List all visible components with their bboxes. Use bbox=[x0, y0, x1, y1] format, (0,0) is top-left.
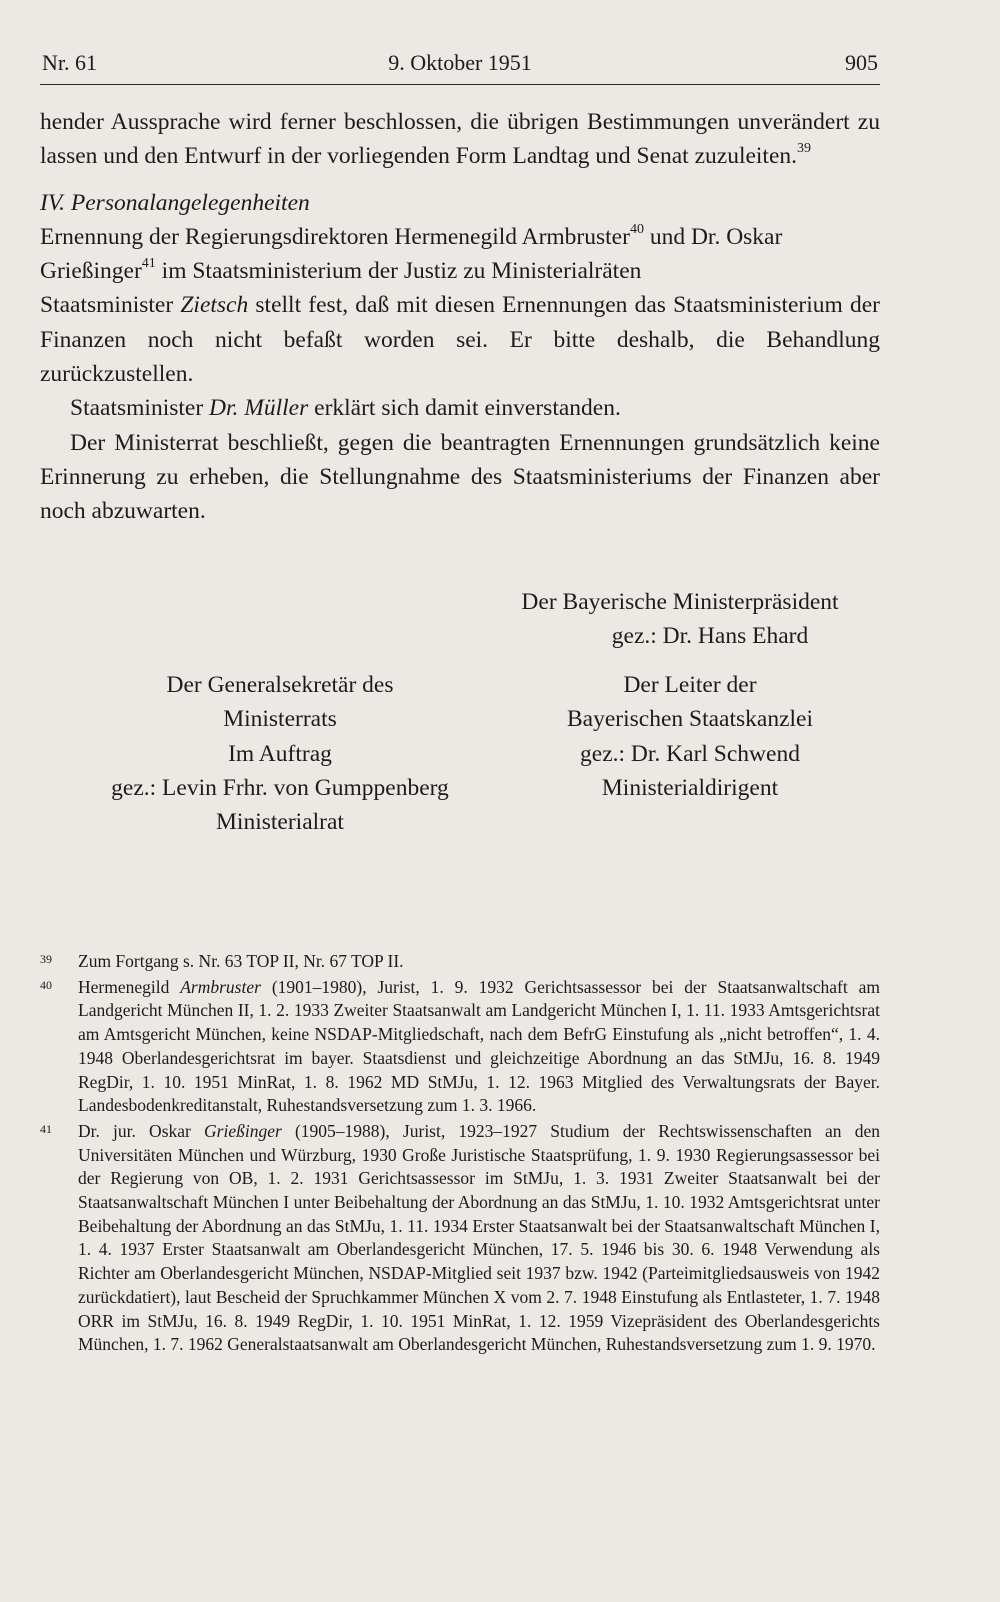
footnote-ref-41: 41 bbox=[141, 256, 156, 272]
footnote-41: 41 Dr. jur. Oskar Grießinger (1905–1988), Jurist, 1923–1927 Studium der Rechtswissenschaften an den Universitäten München und Würzburg, 1930 Große Juristische Staatsprüfung, 1. 9. 1930 Regierungsassessor bei der Regierung von OB, 1. 2. 1931 Gerichtsassessor im StMJu, 1. 3. 1931 Zweiter Staatsanwalt bei der Staatsanwaltschaft München I unter Beibehaltung der Abordnung an das StMJu, 1. 10. 1932 Amtsgerichtsrat unter Beibehaltung der Abordnung an das StMJu, 1. 11. 1934 Erster Staatsanwalt bei der Staatsanwaltschaft München I, 1. 4. 1937 Erster Staatsanwalt am Oberlandesgericht München, 17. 5. 1946 bis 30. 6. 1948 Verwendung als Richter am Oberlandesgericht München, NSDAP-Mitglied seit 1937 bzw. 1942 (Parteimitgliedsausweis von 1942 zurückdatiert), laut Bescheid der Spruchkammer München X vom 2. 7. 1948 Einstufung als Entlasteter, 1. 7. 1948 ORR im StMJu, 16. 8. 1949 RegDir, 1. 10. 1951 MinRat, 1. 12. 1959 Vizepräsident des Oberlandesgerichts München, 1. 7. 1962 Generalstaatsanwalt am Oberlandesgericht München, Ruhestandsversetzung zum 1. 9. 1970. bbox=[40, 1120, 880, 1355]
signature-line: gez.: Dr. Karl Schwend bbox=[580, 740, 800, 767]
signature-line: Bayerischen Staatskanzlei bbox=[566, 706, 813, 733]
footnote-39: 39 Zum Fortgang s. Nr. 63 TOP II, Nr. 67 TOP II. bbox=[40, 951, 404, 971]
paragraph-1: hender Aussprache wird ferner beschlossen, die übrigen Bestimmungen unverändert zu lassen und den Entwurf in der vorliegenden Form Landtag und Senat zuzuleiten.$^{39}$ bbox=[40, 109, 880, 170]
footnote-ref-40: 40 bbox=[629, 222, 644, 238]
paragraph-appointment: Ernennung der Regierungsdirektoren Hermenegild Armbruster$^{40}$ und Dr. Oskar Grießinger$^{41}$ im Staatsministerium der Justiz zu Ministerialräten bbox=[40, 222, 783, 285]
signature-general-secretary bbox=[95, 668, 465, 839]
footnote-ref-39: 39 bbox=[797, 141, 812, 157]
footnote-number: 39 bbox=[40, 952, 52, 966]
protocol-number: Nr. 61 bbox=[42, 50, 97, 75]
page-number: 905 bbox=[845, 50, 878, 75]
paragraph-mueller: Staatsminister Dr. Müller erklärt sich damit einverstanden. bbox=[70, 395, 621, 422]
header-date: 9. Oktober 1951 bbox=[388, 50, 532, 75]
name-mueller: Dr. Müller bbox=[209, 395, 309, 422]
paragraph-zietsch: Staatsminister Zietsch stellt fest, daß mit diesen Ernennungen das Staatsministerium der Finanzen noch nicht befaßt worden sei. Er bitte deshalb, die Behandlung zurückzustellen. bbox=[40, 292, 880, 388]
main-text bbox=[40, 105, 880, 529]
signature-line: Der Leiter der bbox=[623, 672, 757, 698]
president-name: gez.: Dr. Hans Ehard bbox=[611, 623, 809, 649]
signature-line: Im Auftrag bbox=[228, 740, 332, 767]
signature-line: gez.: Levin Frhr. von Gumppenberg bbox=[111, 774, 449, 801]
name-zietsch: Zietsch bbox=[180, 292, 249, 319]
signature-chancellery-head bbox=[505, 668, 875, 805]
signature-line: Ministerialdirigent bbox=[601, 774, 779, 801]
section-title: IV. Personalangelegenheiten bbox=[40, 189, 310, 216]
paragraph-resolution: Der Ministerrat beschließt, gegen die beantragten Ernennungen grundsätzlich keine Erinnerung zu erheben, die Stellungnahme des Staatsministeriums der Finanzen aber noch abzuwarten. bbox=[40, 429, 880, 525]
signature-line: Der Generalsekretär des bbox=[166, 672, 394, 698]
page-header bbox=[40, 44, 880, 85]
president-title: Der Bayerische Ministerpräsident bbox=[521, 589, 839, 615]
footnote-number: 41 bbox=[40, 1121, 52, 1136]
signature-president bbox=[470, 585, 890, 653]
footnote-40: 40 Hermenegild Armbruster (1901–1980), Jurist, 1. 9. 1932 Gerichtsassessor bei der Staatsanwaltschaft am Landgericht München II, 1. 2. 1933 Zweiter Staatsanwalt am Landgericht München I, 1. 11. 1933 Amtsgerichtsrat am Amtsgericht München, keine NSDAP-Mitgliedschaft, nach dem BefrG Einstufung als „nicht betroffen“, 1. 4. 1948 Oberlandesgerichtsrat im bayer. Staatsdienst und gleichzeitige Abordnung an das StMJu, 16. 8. 1949 RegDir, 1. 10. 1951 MinRat, 1. 8. 1962 MD StMJu, 1. 12. 1963 Mitglied des Verwaltungsrats der Bayer. Landesbodenkreditanstalt, Ruhestandsversetzung zum 1. 3. 1966. bbox=[40, 976, 880, 1116]
name-armbruster: Armbruster bbox=[180, 976, 261, 997]
signature-line: Ministerialrat bbox=[216, 809, 344, 836]
footnote-number: 40 bbox=[40, 977, 52, 992]
signature-line: Ministerrats bbox=[223, 706, 337, 733]
footnotes bbox=[40, 950, 880, 1359]
name-griessinger: Grießinger bbox=[204, 1120, 282, 1141]
